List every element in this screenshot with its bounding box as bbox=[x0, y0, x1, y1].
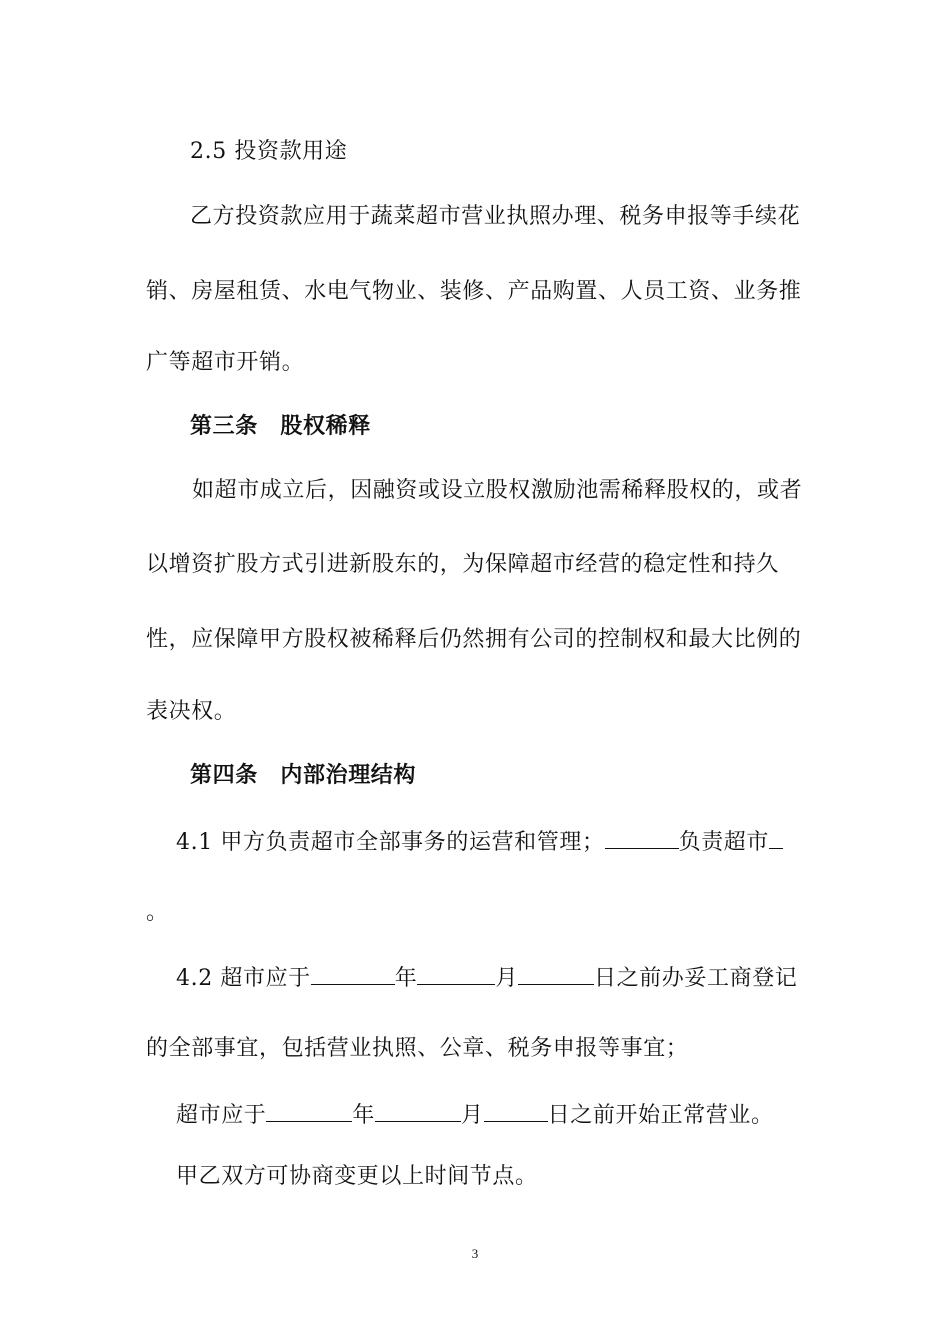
page-number: 3 bbox=[471, 1246, 479, 1261]
blank-month bbox=[417, 962, 495, 985]
year-label: 年 bbox=[352, 1103, 376, 1128]
article-4-heading bbox=[190, 761, 416, 791]
paragraph-line bbox=[176, 1162, 538, 1192]
clause-4-1-end bbox=[146, 898, 169, 928]
article-3-heading-text: 第三条 股权稀释 bbox=[190, 414, 371, 439]
paragraph-line bbox=[146, 550, 779, 580]
blank-month bbox=[375, 1099, 461, 1122]
year-label: 年 bbox=[394, 966, 418, 991]
paragraph-text: 乙方投资款应用于蔬菜超市营业执照办理、税务申报等手续花 bbox=[190, 204, 801, 229]
section-2-5-heading-text: 2.5 投资款用途 bbox=[190, 139, 348, 164]
clause-4-2-text-cont: 日之前办妥工商登记 bbox=[594, 966, 798, 991]
blank-underline bbox=[769, 826, 783, 849]
blank-underline bbox=[605, 826, 679, 849]
opening-date-text-cont: 日之前开始正常营业。 bbox=[547, 1103, 774, 1128]
article-4-heading-text: 第四条 内部治理结构 bbox=[190, 763, 417, 788]
blank-day bbox=[518, 962, 594, 985]
month-label: 月 bbox=[495, 966, 518, 991]
blank-day bbox=[484, 1099, 548, 1122]
blank-year bbox=[266, 1099, 352, 1122]
clause-4-1-end-text: 。 bbox=[146, 900, 169, 925]
paragraph-line bbox=[190, 202, 800, 232]
opening-date-text: 超市应于 bbox=[176, 1103, 267, 1128]
clause-4-2-text: 4.2 超市应于 bbox=[176, 966, 311, 991]
paragraph-line bbox=[146, 697, 236, 727]
paragraph-line bbox=[146, 277, 801, 307]
paragraph-text: 的全部事宜，包括营业执照、公章、税务申报等事宜； bbox=[146, 1036, 689, 1061]
paragraph-line bbox=[146, 348, 304, 378]
clause-4-1 bbox=[176, 826, 783, 858]
paragraph-line bbox=[146, 1034, 688, 1064]
clause-4-1-text: 4.1 甲方负责超市全部事务的运营和管理； bbox=[176, 830, 605, 855]
paragraph-line bbox=[192, 476, 802, 506]
paragraph-text: 以增资扩股方式引进新股东的，为保障超市经营的稳定性和持久 bbox=[146, 552, 779, 577]
paragraph-text: 表决权。 bbox=[146, 699, 237, 724]
paragraph-text: 如超市成立后，因融资或设立股权激励池需稀释股权的，或者 bbox=[192, 478, 803, 503]
clause-4-1-text-cont: 负责超市 bbox=[678, 830, 769, 855]
month-label: 月 bbox=[461, 1103, 484, 1128]
opening-date-line bbox=[176, 1099, 774, 1131]
paragraph-text: 广等超市开销。 bbox=[146, 350, 305, 375]
section-2-5-heading bbox=[190, 137, 347, 167]
paragraph-text: 销、房屋租赁、水电气物业、装修、产品购置、人员工资、业务推 bbox=[146, 279, 802, 304]
blank-year bbox=[311, 962, 395, 985]
paragraph-text: 性，应保障甲方股权被稀释后仍然拥有公司的控制权和最大比例的 bbox=[146, 627, 802, 652]
article-3-heading bbox=[190, 412, 371, 442]
paragraph-line bbox=[146, 625, 801, 655]
clause-4-2 bbox=[176, 962, 797, 994]
paragraph-text: 甲乙双方可协商变更以上时间节点。 bbox=[176, 1164, 538, 1189]
